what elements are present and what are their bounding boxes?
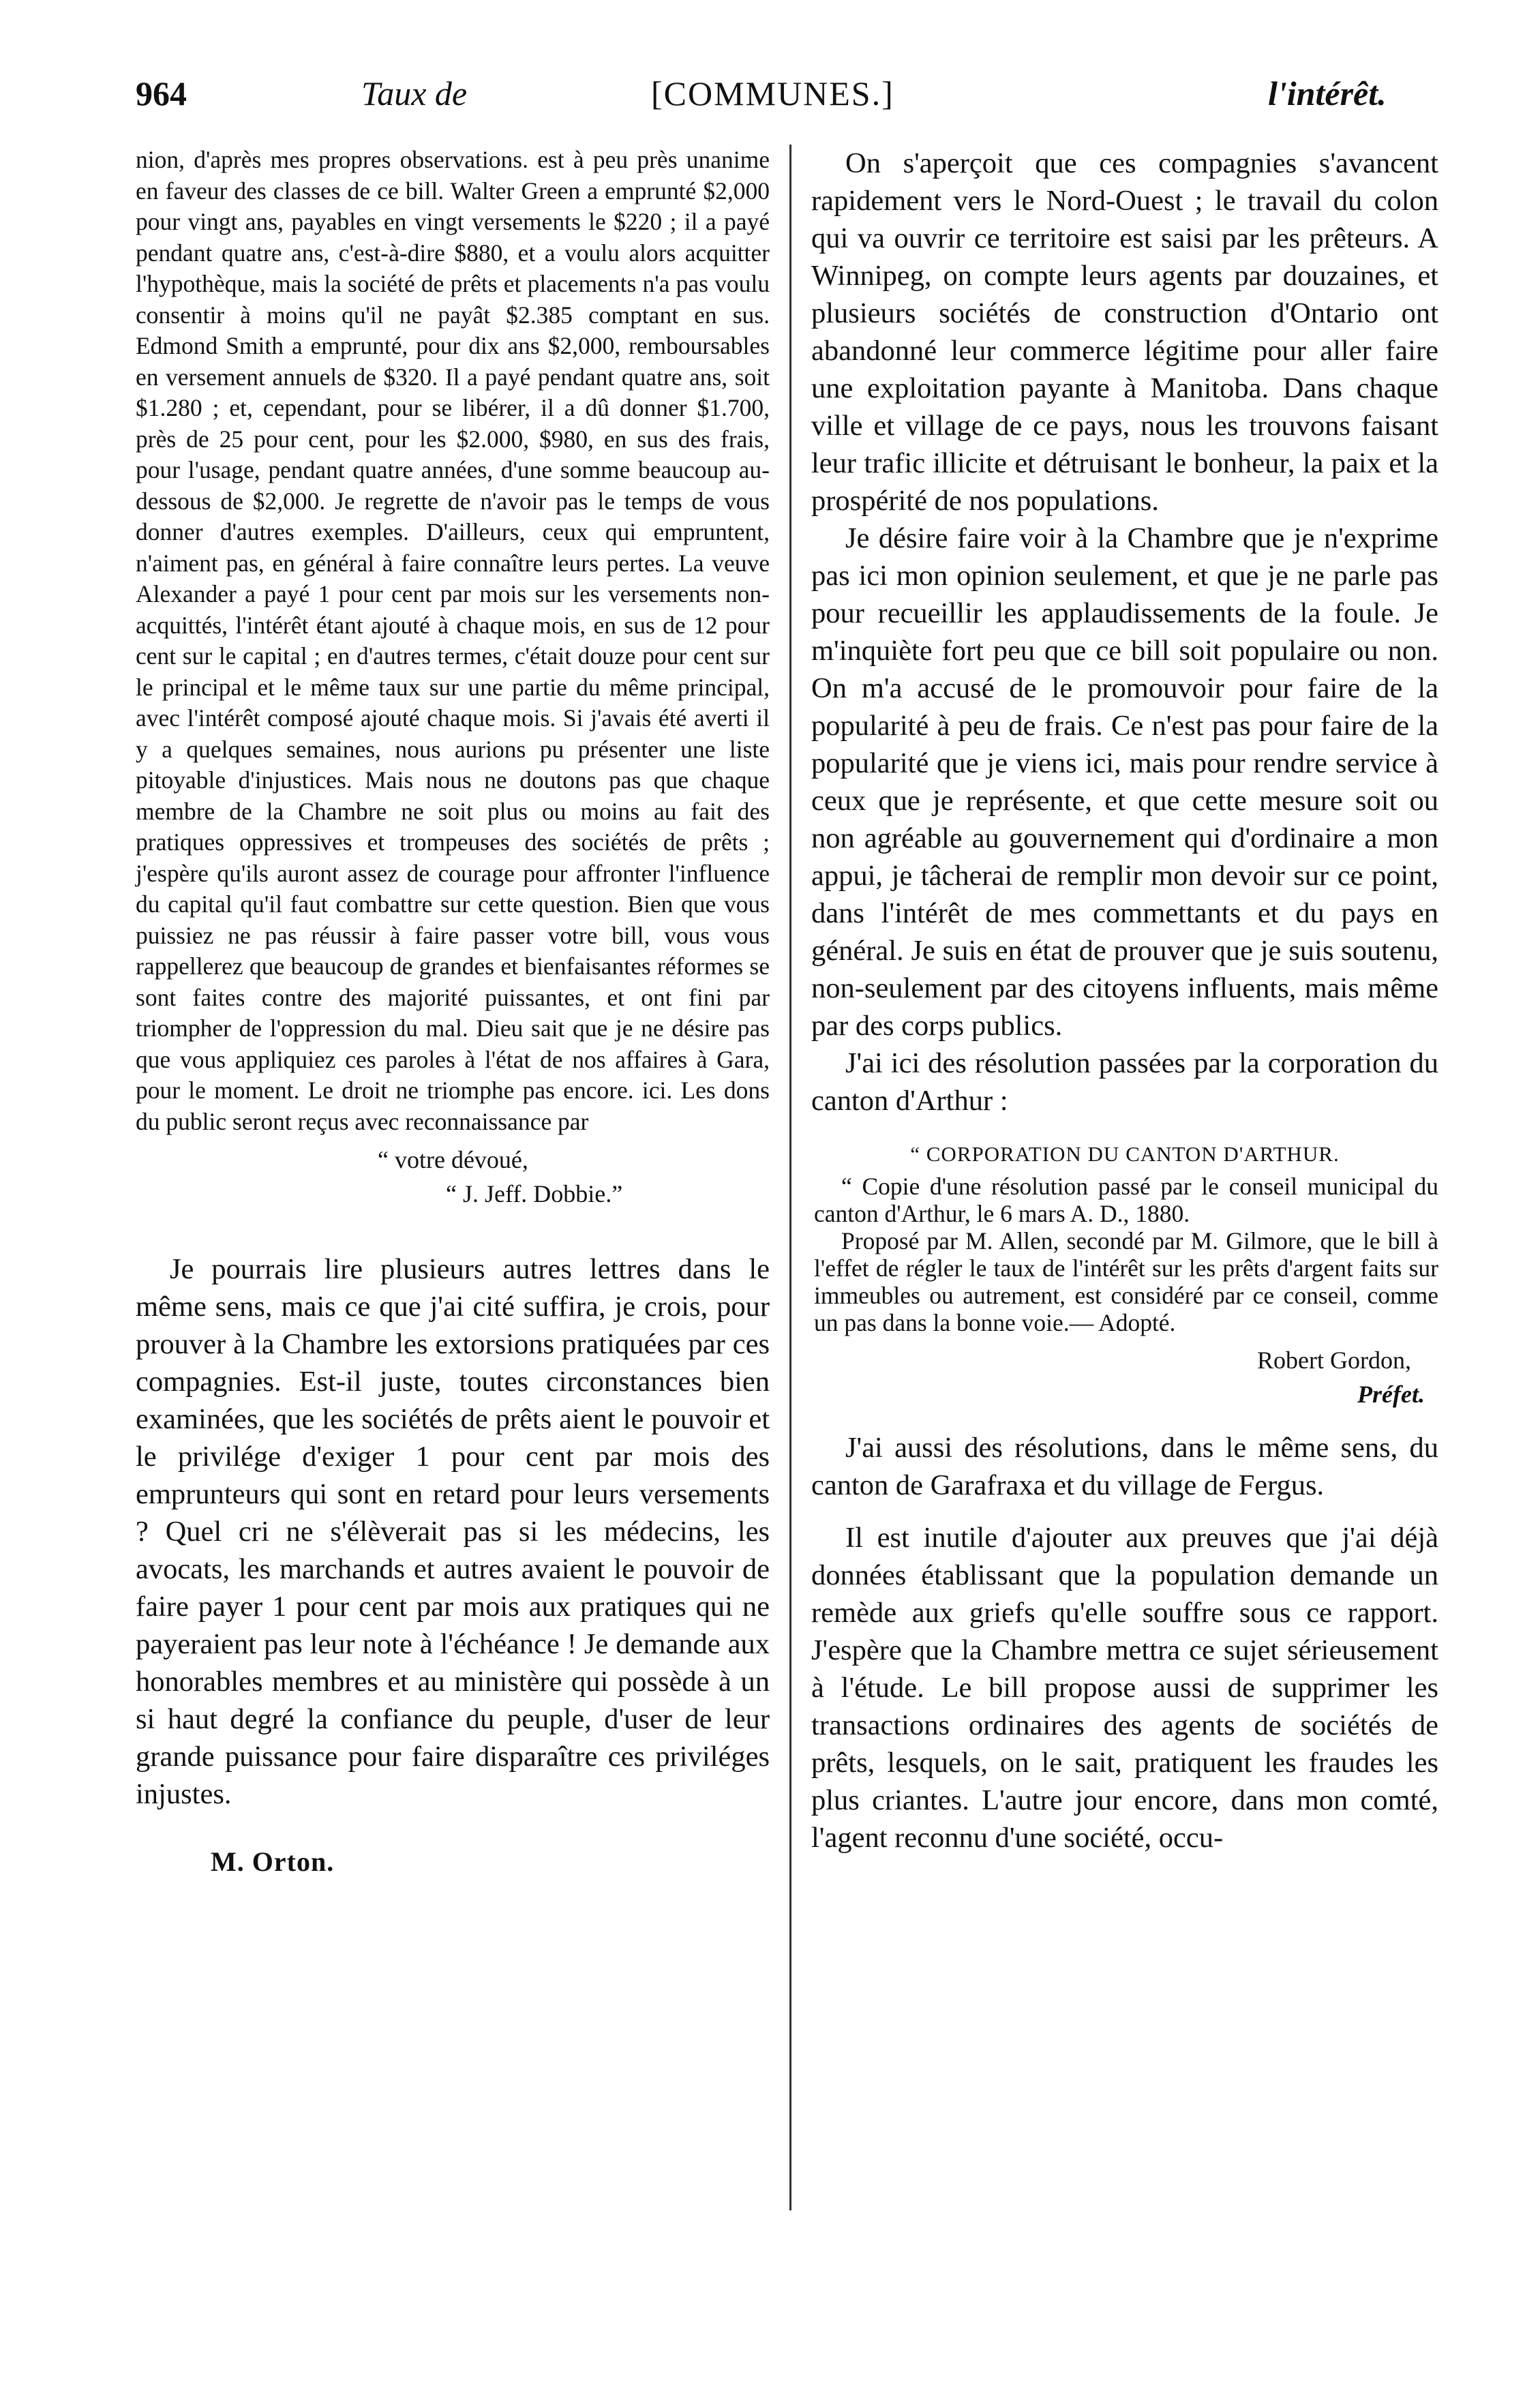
paragraph-resolution-intro: J'ai ici des résolution passées par la corporation du canton d'Arthur : [811, 1047, 1438, 1117]
column-divider [789, 145, 791, 2210]
paragraph-opinion: Je désire faire voir à la Chambre que je n'exprime pas ici mon opinion seulement, et que je ne parle pas pour recueillir les applaudissements de la foule. Je m'inquiète fort peu que ce bill soit populaire ou non. On m'a accusé de le promouvoir pour faire de la popularité à peu de frais. Ce n'est pas pour faire de la popularité que je viens ici, mais pour rendre service à ceux que je représente, et que cette mesure soit ou non agréable au gouvernement qui d'ordinaire a mon appui, je tâcherai de remplir mon devoir sur ce point, dans l'intérêt de mes commettants et du pays en général. Je suis en état de prouver que je suis soutenu, non-seulement par des citoyens influents, mais même par des corps publics. [811, 522, 1438, 1042]
speech-paragraph: Je pourrais lire plusieurs autres lettres dans le même sens, mais ce que j'ai cité suffira, je crois, pour prouver à la Chambre les extorsions pratiquées par ces compagnies. Est-il juste, toutes circonstances bien examinées, que les sociétés de prêts aient le pouvoir et le privilége d'exiger 1 pour cent par mois des emprunteurs qui sont en retard pour leurs versements ? Quel cri ne s'élèverait pas si les médecins, les avocats, les marchands et autres avaient le pouvoir de faire payer 1 pour cent par mois aux pratiques qui ne payeraient pas leur note à l'échéance ! Je demande aux honorables membres et au ministère qui possède à un si haut degré la confiance du peuple, d'user de leur grande puissance pour faire disparaître ces priviléges injustes. [136, 1253, 770, 1810]
right-column [811, 145, 1438, 1857]
paragraph-garafraxa: J'ai aussi des résolutions, dans le même sens, du canton de Garafraxa et du village de Fergus. [811, 1432, 1438, 1501]
paragraph-inutile: Il est inutile d'ajouter aux preuves que j'ai déjà données établissant que la population demande un remède aux griefs qu'elle souffre sous ce rapport. J'espère que la Chambre mettra ce sujet sérieusement à l'étude. Le bill propose aussi de supprimer les transactions ordinaires des agents de sociétés de prêts, lesquels, on le sait, pratiquent les fraudes les plus criantes. L'autre jour encore, dans mon comté, l'agent reconnu d'une société, occu- [811, 1522, 1438, 1854]
resolution-motion: Proposé par M. Allen, secondé par M. Gilmore, que le bill à l'effet de régler le taux de l'intérêt sur les prêts d'argent faits sur immeubles ou autrement, est considéré par ce conseil, comme un pas dans la bonne voie.— Adopté. [814, 1227, 1438, 1336]
resolution-copy: “ Copie d'une résolution passé par le conseil municipal du canton d'Arthur, le 6 mars A. D., 1880. [814, 1173, 1438, 1227]
resolution-signature-title: Préfet. [1357, 1381, 1425, 1408]
page-number: 964 [136, 74, 187, 112]
letter-signoff: “ votre dévoué, [378, 1146, 528, 1173]
letter-signature: “ J. Jeff. Dobbie.” [446, 1180, 623, 1207]
letter-body: nion, d'après mes propres observations. est à peu près unanime en faveur des classes de ce bill. Walter Green a emprunté $2,000 pour vingt ans, payables en vingt versements le $220 ; il a payé pendant quatre ans, c'est-à-dire $880, et a voulu alors acquitter l'hypothèque, mais la société de prêts et placements n'a pas voulu consentir à moins qu'il ne payât $2.385 comptant en sus. Edmond Smith a emprunté, pour dix ans $2,000, remboursables en versement annuels de $320. Il a payé pendant quatre ans, soit $1.280 ; et, cependant, pour se libérer, il a dû donner $1.700, près de 25 pour cent, pour les $2.000, $980, en sus des frais, pour l'usage, pendant quatre années, d'une somme beaucoup au-dessous de $2,000. Je regrette de n'avoir pas le temps de vous donner d'autres exemples. D'ailleurs, ceux qui empruntent, n'aiment pas, en général à faire connaître leurs pertes. La veuve Alexander a payé 1 pour cent par mois sur les versements non-acquittés, l'intérêt étant ajouté à chaque mois, en sus de 12 pour cent sur le capital ; en d'autres termes, c'était douze pour cent sur le principal et le même taux sur une partie du même principal, avec l'intérêt composé ajouté chaque mois. Si j'avais été averti il y a quelques semaines, nous aurions pu présenter une liste pitoyable d'injustices. Mais nous ne doutons pas que chaque membre de la Chambre ne soit plus ou moins au fait des pratiques oppressives et trompeuses des sociétés de prêts ; j'espère qu'ils auront assez de courage pour affronter l'influence du capital qu'il faut combattre sur cette question. Bien que vous puissiez ne pas réussir à faire passer votre bill, vous vous rappellerez que beaucoup de grandes et bienfaisantes réformes se sont faites contre des majorité puissantes, et ont fini par triompher de l'oppression du mal. Dieu sait que je ne désire pas que vous appliquiez ces paroles à l'état de nos affaires à Gara, pour le moment. Le droit ne triomphe pas encore. ici. Les dons du public seront reçus avec reconnaissance par [136, 146, 770, 1135]
paragraph-nord-ouest: On s'aperçoit que ces compagnies s'avancent rapidement vers le Nord-Ouest ; le travail du colon qui va ouvrir ce territoire est saisi par les prêteurs. A Winnipeg, on compte leurs agents par douzaines, et plusieurs sociétés de construction d'Ontario ont abandonné leur commerce légitime pour aller faire une exploitation payante à Manitoba. Dans chaque ville et village de ce pays, nous les trouvons faisant leur trafic illicite et détruisant le bonheur, la paix et la prospérité de nos populations. [811, 147, 1438, 517]
page-header [0, 74, 1540, 128]
running-head-left: Taux de [361, 74, 468, 112]
resolution-heading: “ CORPORATION DU CANTON D'ARTHUR. [910, 1142, 1340, 1166]
speaker-name: M. Orton. [211, 1846, 335, 1877]
running-head-center: [COMMUNES.] [651, 74, 894, 112]
resolution-signature-name: Robert Gordon, [1257, 1347, 1411, 1374]
left-column [136, 145, 770, 1878]
spacer [136, 1211, 770, 1250]
running-head-right: l'intérêt. [1268, 74, 1387, 112]
